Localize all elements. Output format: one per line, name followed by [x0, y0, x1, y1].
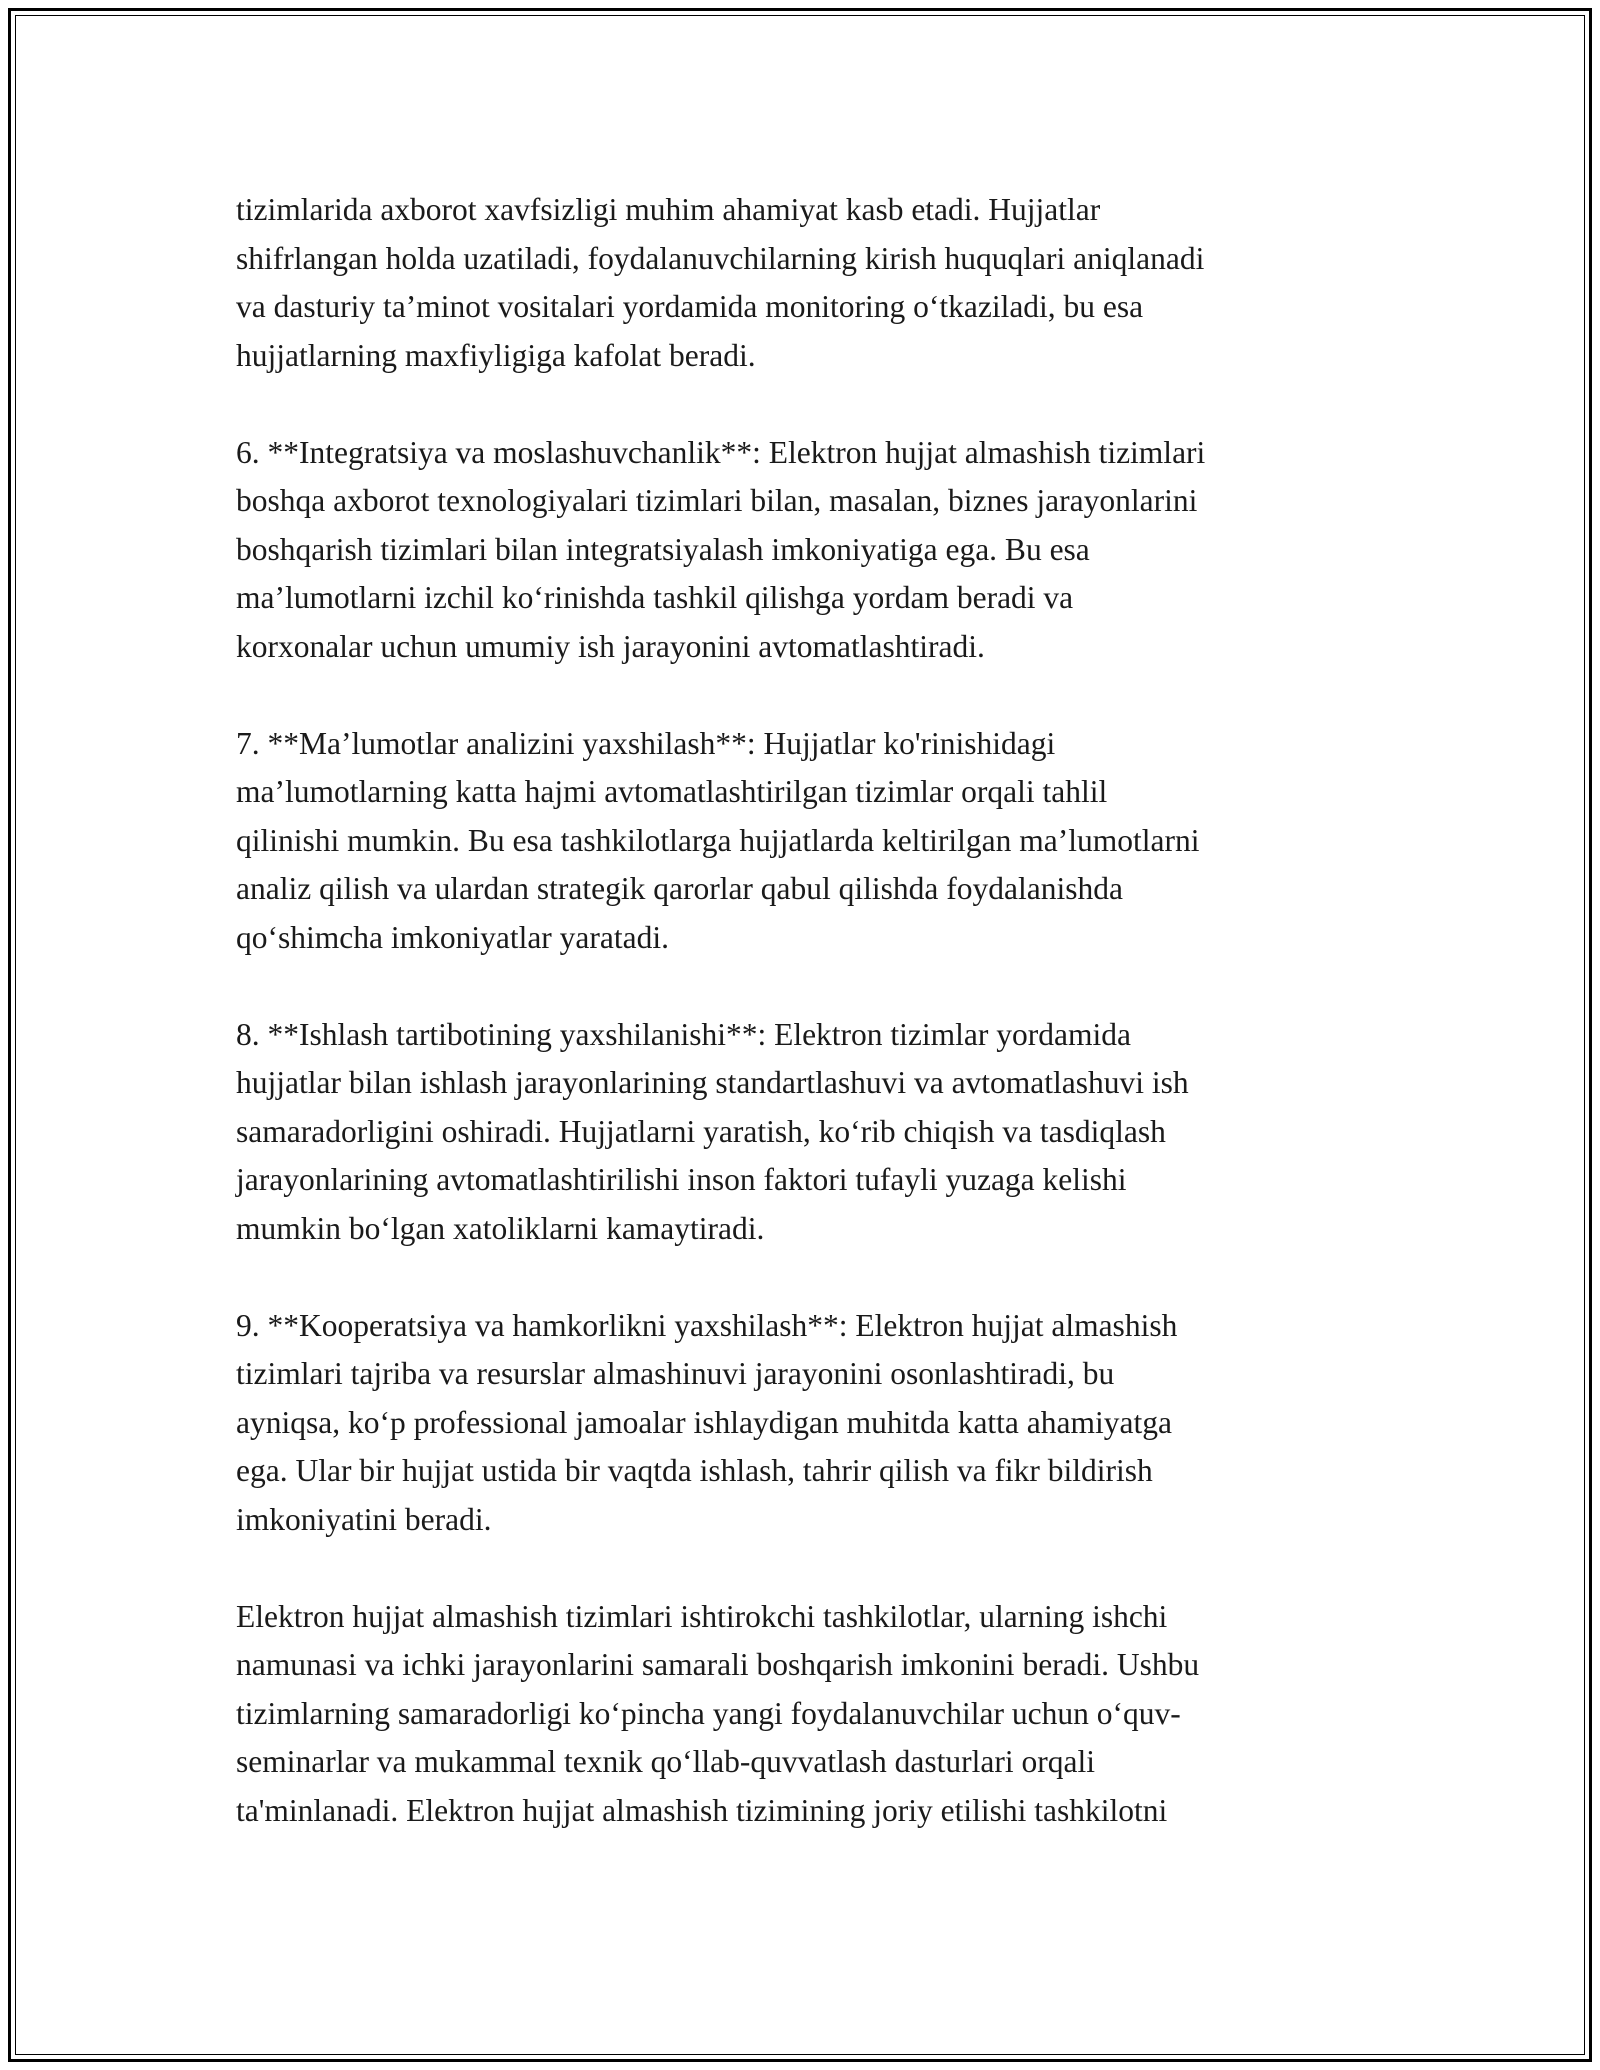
paragraph — [236, 186, 1376, 380]
text-line: 6. **Integratsiya va moslashuvchanlik**: Elektron hujjat almashish tizimlari — [236, 434, 1206, 470]
text-line: 8. **Ishlash tartibotining yaxshilanishi**: Elektron tizimlar yordamida — [236, 1016, 1131, 1052]
text-line: boshqarish tizimlari bilan integratsiyalash imkoniyatiga ega. Bu esa — [236, 531, 1090, 567]
paragraph — [236, 429, 1376, 672]
document-body — [236, 186, 1376, 1835]
text-line: boshqa axborot texnologiyalari tizimlari bilan, masalan, biznes jarayonlarini — [236, 483, 1198, 518]
text-line: imkoniyatini beradi. — [236, 1501, 492, 1537]
text-line: ta'minlanadi. Elektron hujjat almashish tizimining joriy etilishi tashkilotni — [236, 1792, 1168, 1828]
text-line: hujjatlarning maxfiyligiga kafolat beradi. — [236, 337, 756, 373]
text-line: ayniqsa, ko‘p professional jamoalar ishlaydigan muhitda katta ahamiyatga — [236, 1404, 1172, 1440]
paragraph-spacer — [236, 671, 1376, 720]
text-line: ma’lumotlarni izchil ko‘rinishda tashkil qilishga yordam beradi va — [236, 580, 1074, 615]
text-line: ma’lumotlarning katta hajmi avtomatlashtirilgan tizimlar orqali tahlil — [236, 774, 1108, 809]
text-line: qilinishi mumkin. Bu esa tashkilotlarga hujjatlarda keltirilgan ma’lumotlarni — [236, 822, 1200, 858]
text-line: namunasi va ichki jarayonlarini samarali boshqarish imkonini beradi. Ushbu — [236, 1647, 1200, 1682]
paragraph-spacer — [236, 1253, 1376, 1302]
paragraph-spacer — [236, 380, 1376, 429]
text-line: hujjatlar bilan ishlash jarayonlarining standartlashuvi va avtomatlashuvi ish — [236, 1065, 1189, 1100]
text-line: mumkin bo‘lgan xatoliklarni kamaytiradi. — [236, 1210, 765, 1246]
text-line: shifrlangan holda uzatiladi, foydalanuvchilarning kirish huquqlari aniqlanadi — [236, 240, 1205, 276]
paragraph-spacer — [236, 1544, 1376, 1593]
paragraph — [236, 1302, 1376, 1545]
text-line: tizimlarida axborot xavfsizligi muhim ahamiyat kasb etadi. Hujjatlar — [236, 192, 1101, 227]
paragraph — [236, 720, 1376, 963]
text-line: tizimlarning samaradorligi ko‘pincha yangi foydalanuvchilar uchun o‘quv- — [236, 1695, 1181, 1731]
text-line: analiz qilish va ulardan strategik qarorlar qabul qilishda foydalanishda — [236, 871, 1123, 906]
text-line: qo‘shimcha imkoniyatlar yaratadi. — [236, 919, 669, 955]
text-line: ega. Ular bir hujjat ustida bir vaqtda ishlash, tahrir qilish va fikr bildirish — [236, 1453, 1153, 1488]
paragraph-spacer — [236, 962, 1376, 1011]
text-line: korxonalar uchun umumiy ish jarayonini avtomatlashtiradi. — [236, 628, 985, 664]
text-line: 9. **Kooperatsiya va hamkorlikni yaxshilash**: Elektron hujjat almashish — [236, 1307, 1178, 1343]
text-line: samaradorligini oshiradi. Hujjatlarni yaratish, ko‘rib chiqish va tasdiqlash — [236, 1113, 1166, 1149]
text-line: Elektron hujjat almashish tizimlari ishtirokchi tashkilotlar, ularning ishchi — [236, 1598, 1168, 1634]
text-line: tizimlari tajriba va resurslar almashinuvi jarayonini osonlashtiradi, bu — [236, 1356, 1115, 1391]
text-line: seminarlar va mukammal texnik qo‘llab-quvvatlash dasturlari orqali — [236, 1744, 1095, 1779]
paragraph — [236, 1593, 1376, 1836]
paragraph — [236, 1011, 1376, 1254]
text-line: va dasturiy ta’minot vositalari yordamida monitoring o‘tkaziladi, bu esa — [236, 289, 1144, 324]
text-line: 7. **Ma’lumotlar analizini yaxshilash**: Hujjatlar ko'rinishidagi — [236, 725, 1056, 761]
text-line: jarayonlarining avtomatlashtirilishi inson faktori tufayli yuzaga kelishi — [236, 1162, 1127, 1197]
